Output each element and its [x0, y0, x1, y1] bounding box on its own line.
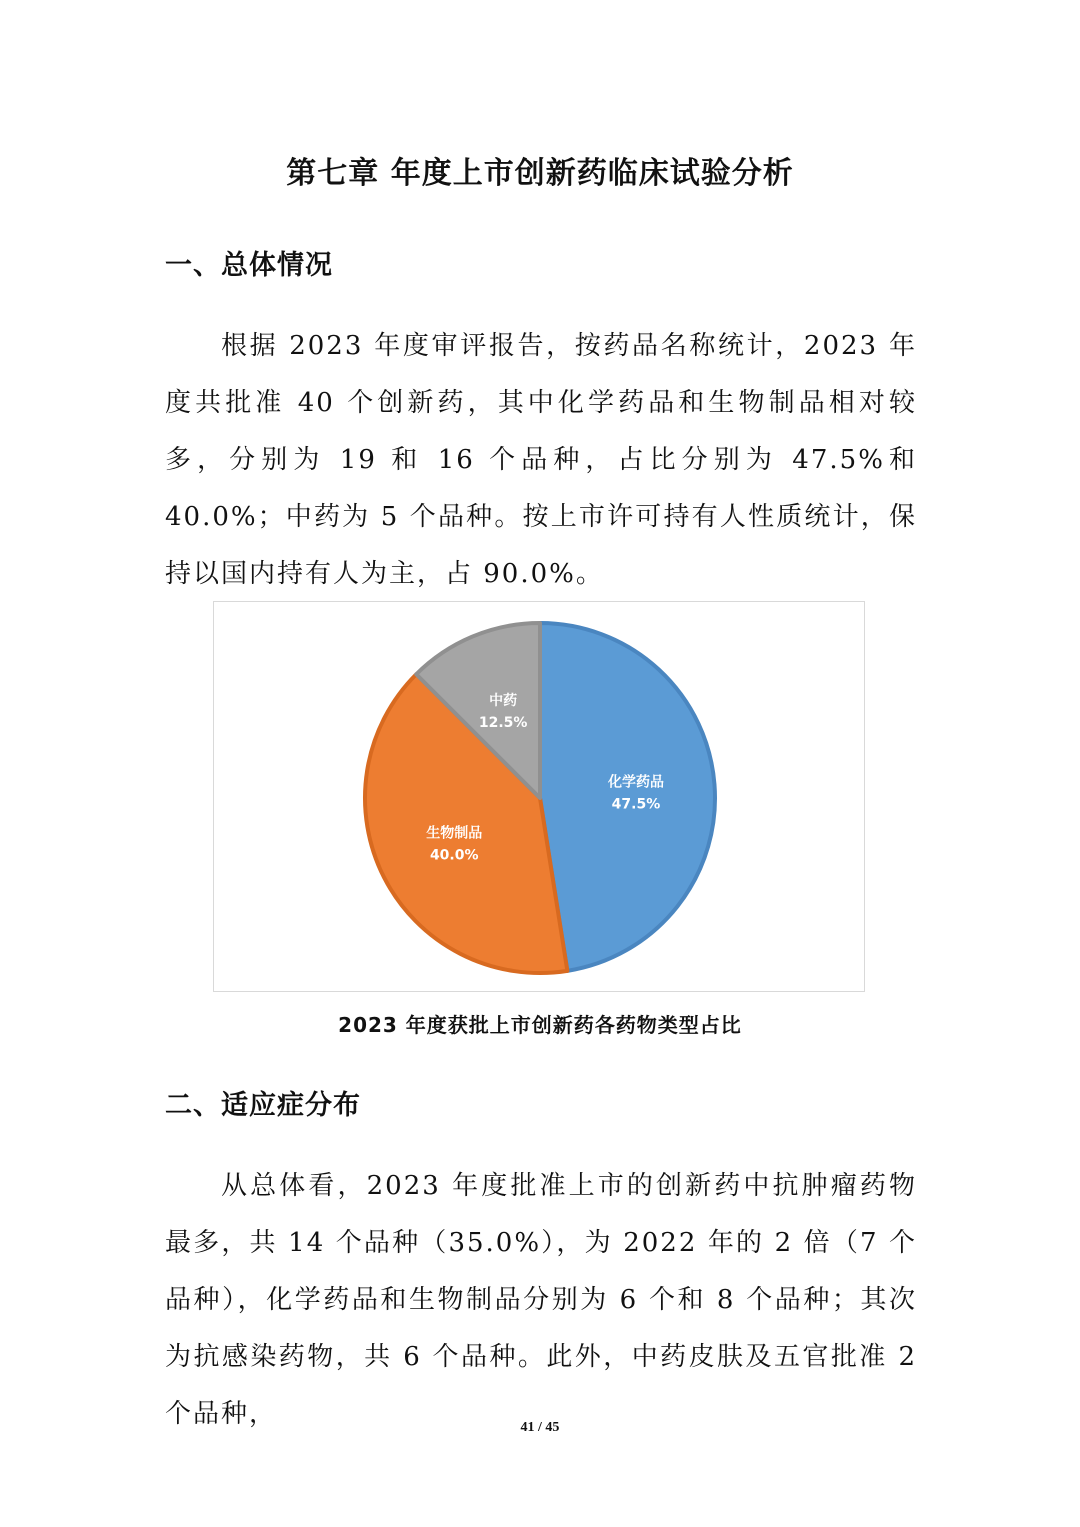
chart-caption: 2023 年度获批上市创新药各药物类型占比 [338, 1013, 742, 1037]
pie-chart [213, 601, 865, 992]
pie-slice-name-1: 生物制品 [426, 825, 483, 842]
section-heading-indications: 二、适应症分布 [165, 1090, 361, 1121]
pie-slice-name-0: 化学药品 [607, 774, 664, 791]
page-number: 41 / 45 [520, 1420, 560, 1435]
pie-chart-svg [214, 602, 866, 993]
chapter-title: 第七章 年度上市创新药临床试验分析 [286, 156, 794, 191]
paragraph-overview: 根据 2023 年度审评报告，按药品名称统计，2023 年度共批准 40 个创新药，其中化学药品和生物制品相对较多，分别为 19 和 16 个品种，占比分别为 47.5%和 40.0%；中药为 5 个品种。按上市许可持有人性质统计，保持以国内持有人为主，占 90.0%。 [165, 331, 917, 589]
pie-slice-name-2: 中药 [489, 693, 518, 710]
paragraph-indications: 从总体看，2023 年度批准上市的创新药中抗肿瘤药物最多，共 14 个品种（35.0%），为 2022 年的 2 倍（7 个品种），化学药品和生物制品分别为 6 个和 8 个品种；其次为抗感染药物，共 6 个品种。此外，中药皮肤及五官批准 2 个品种， [165, 1171, 917, 1429]
pie-slice-value-2: 12.5% [478, 715, 528, 732]
pie-slice-value-0: 47.5% [611, 796, 661, 813]
section-heading-overview: 一、总体情况 [165, 250, 333, 281]
pie-slice-value-1: 40.0% [429, 847, 479, 864]
